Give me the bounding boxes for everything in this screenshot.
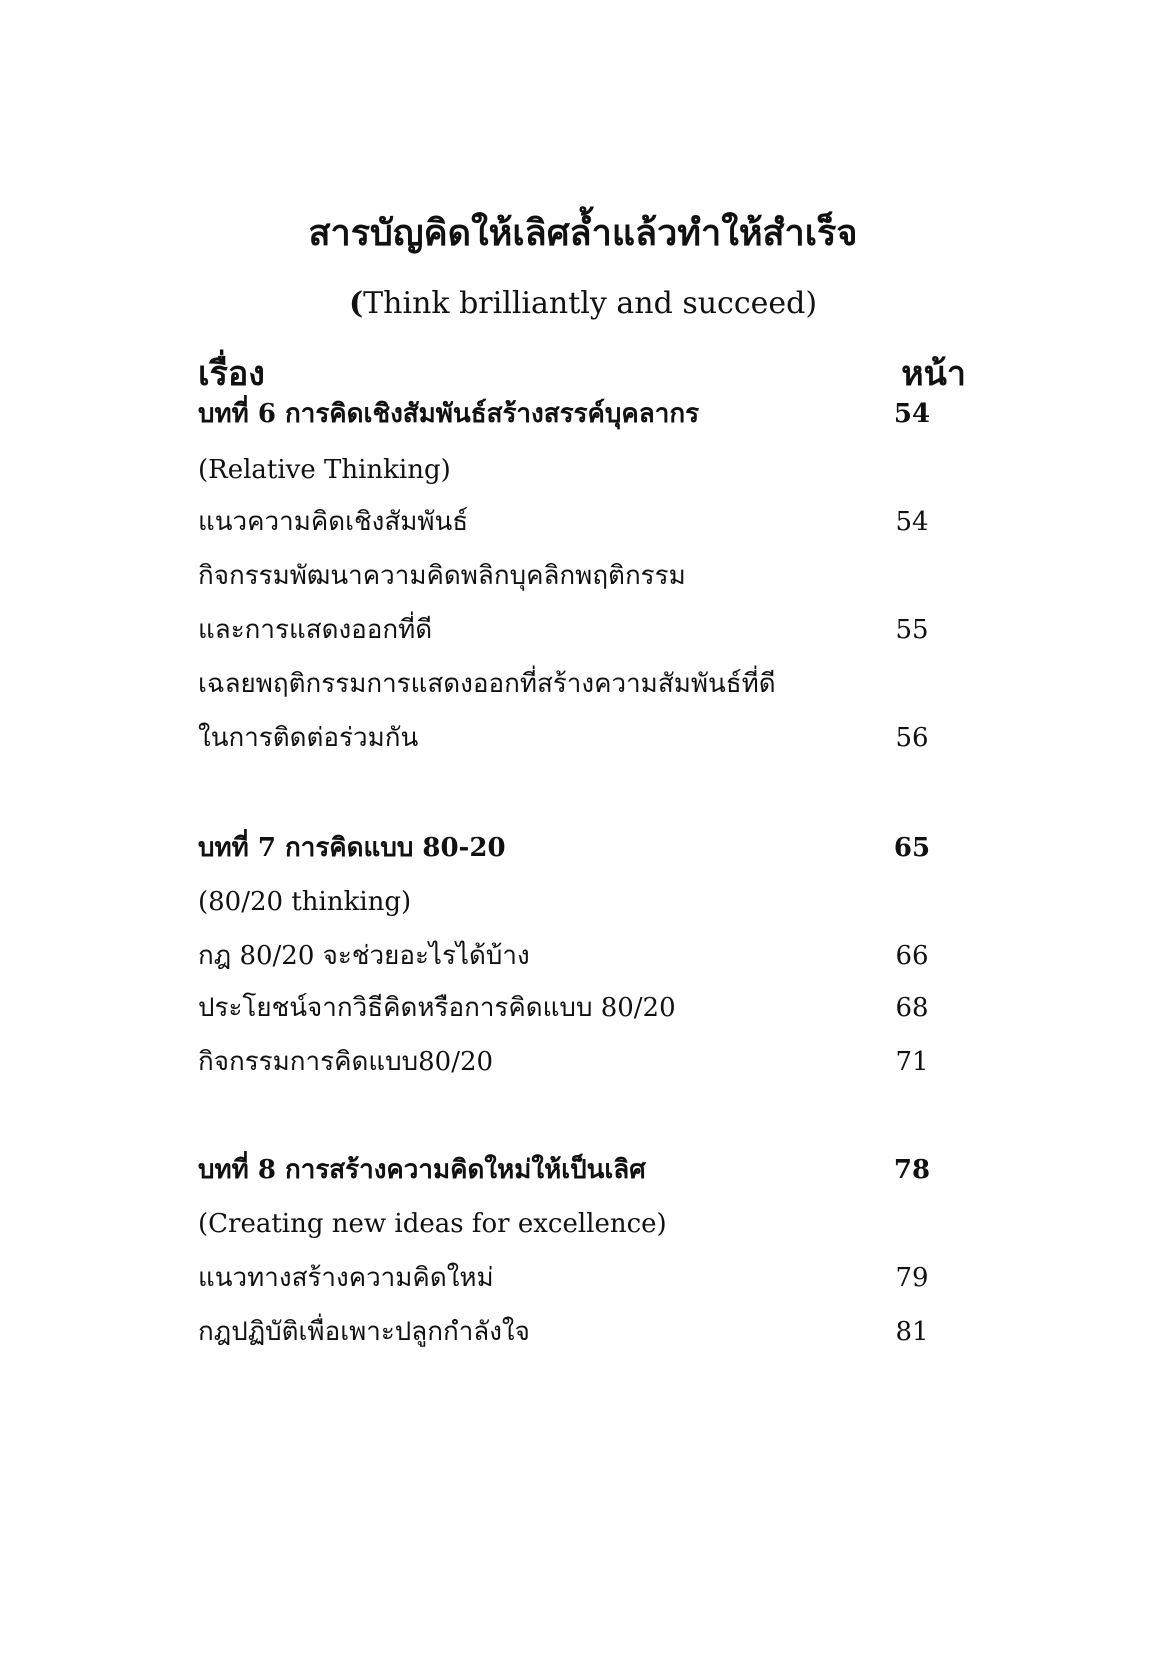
page-column-header: หน้า [901,354,966,394]
toc-entry [198,1310,958,1354]
toc-entry-text: ประโยชน์จากวิธีคิดหรือการคิดแบบ 80/20 [198,993,676,1023]
toc-entry [198,500,958,544]
toc-entry-text: กฎ 80/20 จะช่วยอะไรได้บ้าง [198,941,530,971]
toc-entry [198,986,958,1030]
toc-entry [198,662,958,706]
toc-entry-page: 56 [895,723,929,753]
toc-entry-page: 79 [895,1263,929,1293]
document-title: สารบัญคิดให้เลิศล้ำแล้วทำให้สำเร็จ [308,212,858,254]
toc-entry-page: 55 [895,615,929,645]
toc-entry-page: 65 [893,833,931,863]
topic-column-header: เรื่อง [198,354,265,394]
toc-entry-text: กิจกรรมการคิดแบบ80/20 [198,1047,494,1077]
toc-entry [198,1040,958,1084]
toc-entry-page: 54 [895,507,929,537]
toc-entry [198,934,958,978]
toc-entry-text: บทที่ 8 การสร้างความคิดใหม่ให้เป็นเลิศ [198,1155,646,1185]
toc-entry-page: 68 [895,993,929,1023]
toc-entry-text: (Creating new ideas for excellence) [198,1209,667,1239]
toc-entry-text: กิจกรรมพัฒนาความคิดพลิกบุคลิกพฤติกรรม [198,561,686,591]
toc-entry [198,880,958,924]
toc-entry-text: (Relative Thinking) [198,455,451,485]
subtitle-open-paren: ( [348,286,364,321]
toc-entry-text: แนวทางสร้างความคิดใหม่ [198,1263,494,1293]
toc-entry-chapter-6 [198,392,958,436]
toc-entry [198,1202,958,1246]
toc-entry-text: กฎปฏิบัติเพื่อเพาะปลูกกำลังใจ [198,1317,530,1347]
toc-entry-text: (80/20 thinking) [198,887,412,917]
subtitle-text: Think brilliantly and succeed) [363,286,818,321]
toc-entry [198,716,958,760]
toc-entry [198,608,958,652]
toc-entry-text: ในการติดต่อร่วมกัน [198,723,419,753]
toc-entry-page: 78 [893,1155,931,1185]
toc-entry [198,1256,958,1300]
toc-entry-text: และการแสดงออกที่ดี [198,615,433,645]
toc-entry-page: 66 [895,941,929,971]
toc-entry-chapter-7 [198,826,958,870]
toc-entry [198,554,958,598]
toc-entry-page: 54 [893,399,931,429]
toc-entry-text: บทที่ 7 การคิดแบบ 80-20 [198,833,506,863]
toc-entry-text: แนวความคิดเชิงสัมพันธ์ [198,507,469,537]
toc-entry-chapter-8 [198,1148,958,1192]
toc-entry-page: 81 [895,1317,929,1347]
toc-entry-page: 71 [895,1047,929,1077]
toc-entry-text: เฉลยพฤติกรรมการแสดงออกที่สร้างความสัมพันธ์ที่ดี [198,669,776,699]
toc-entry-text: บทที่ 6 การคิดเชิงสัมพันธ์สร้างสรรค์บุคลากร [198,399,700,429]
document-subtitle [0,282,1166,326]
toc-entry [198,448,958,492]
